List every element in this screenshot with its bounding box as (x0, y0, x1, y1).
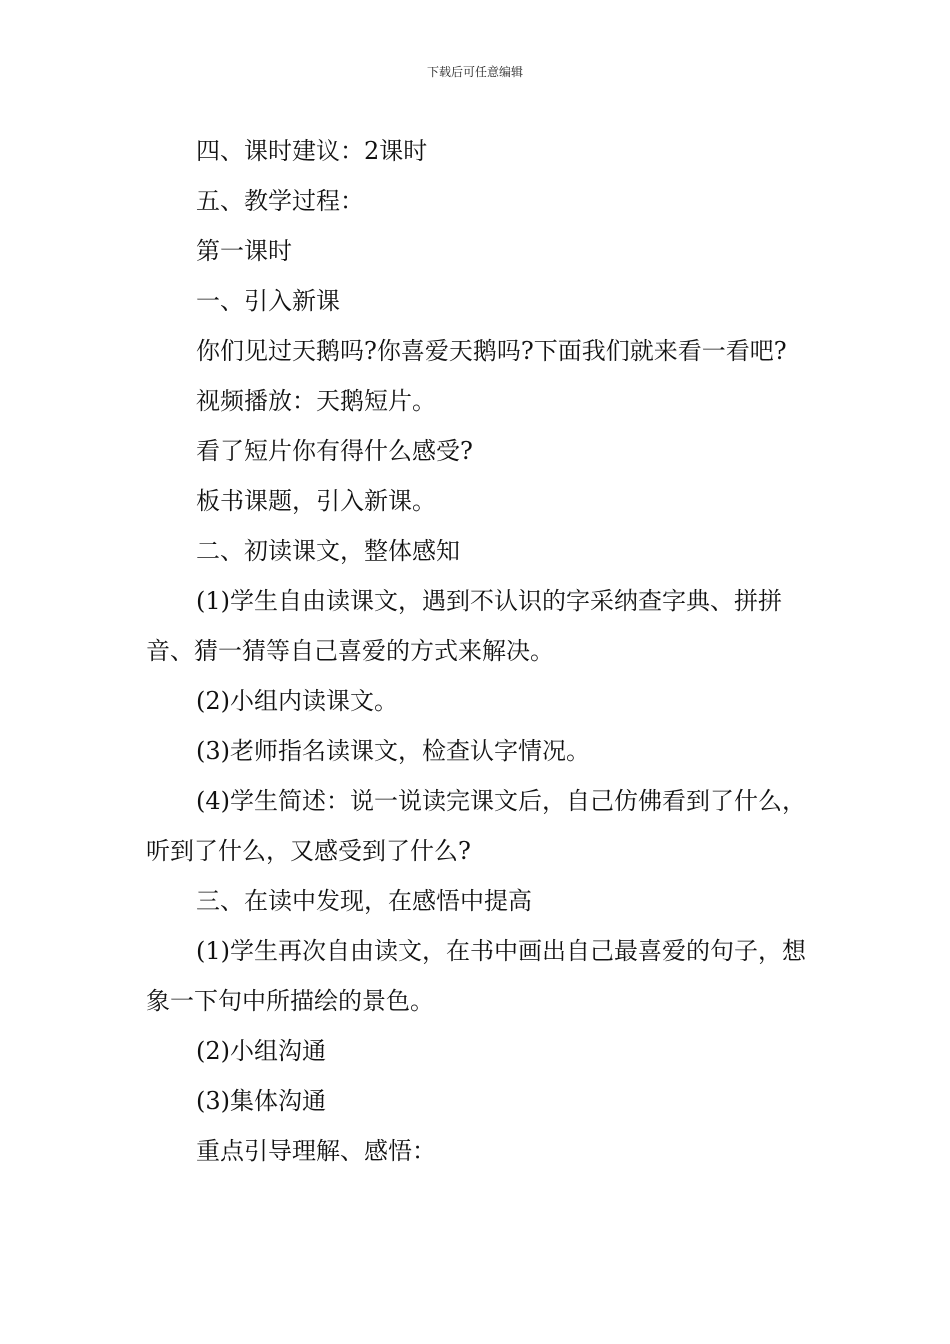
paragraph-key-guidance: 重点引导理解、感悟： (196, 1137, 436, 1165)
paragraph-video: 视频播放：天鹅短片。 (196, 387, 436, 415)
list-item-7: (3)集体沟通 (196, 1087, 326, 1115)
section-heading-first-reading: 二、初读课文，整体感知 (196, 537, 460, 565)
list-item-5: (1)学生再次自由读文，在书中画出自己最喜爱的句子，想象一下句中所描绘的景色。 (146, 937, 806, 1015)
section-heading-discover: 三、在读中发现，在感悟中提高 (196, 887, 532, 915)
list-item-6: (2)小组沟通 (196, 1037, 326, 1065)
list-item-3: (3)老师指名读课文，检查认字情况。 (196, 737, 590, 765)
list-item-1: (1)学生自由读课文，遇到不认识的字采纳查字典、拼拼音、猜一猜等自己喜爱的方式来解决。 (146, 587, 782, 665)
paragraph-feeling-question: 看了短片你有得什么感受? (196, 437, 473, 465)
paragraph-intro-question: 你们见过天鹅吗?你喜爱天鹅吗?下面我们就来看一看吧? (196, 337, 787, 365)
document-body (146, 126, 816, 1176)
list-item-4: (4)学生简述：说一说读完课文后，自己仿佛看到了什么，听到了什么，又感受到了什么? (146, 787, 806, 865)
paragraph-first-lesson: 第一课时 (196, 237, 292, 265)
section-heading-intro: 一、引入新课 (196, 287, 340, 315)
list-item-2: (2)小组内读课文。 (196, 687, 398, 715)
paragraph-teaching-process: 五、教学过程： (196, 187, 364, 215)
paragraph-lesson-hours: 四、课时建议：2课时 (196, 137, 428, 165)
paragraph-board-title: 板书课题，引入新课。 (196, 487, 436, 515)
page-header: 下载后可任意编辑 (426, 65, 523, 79)
